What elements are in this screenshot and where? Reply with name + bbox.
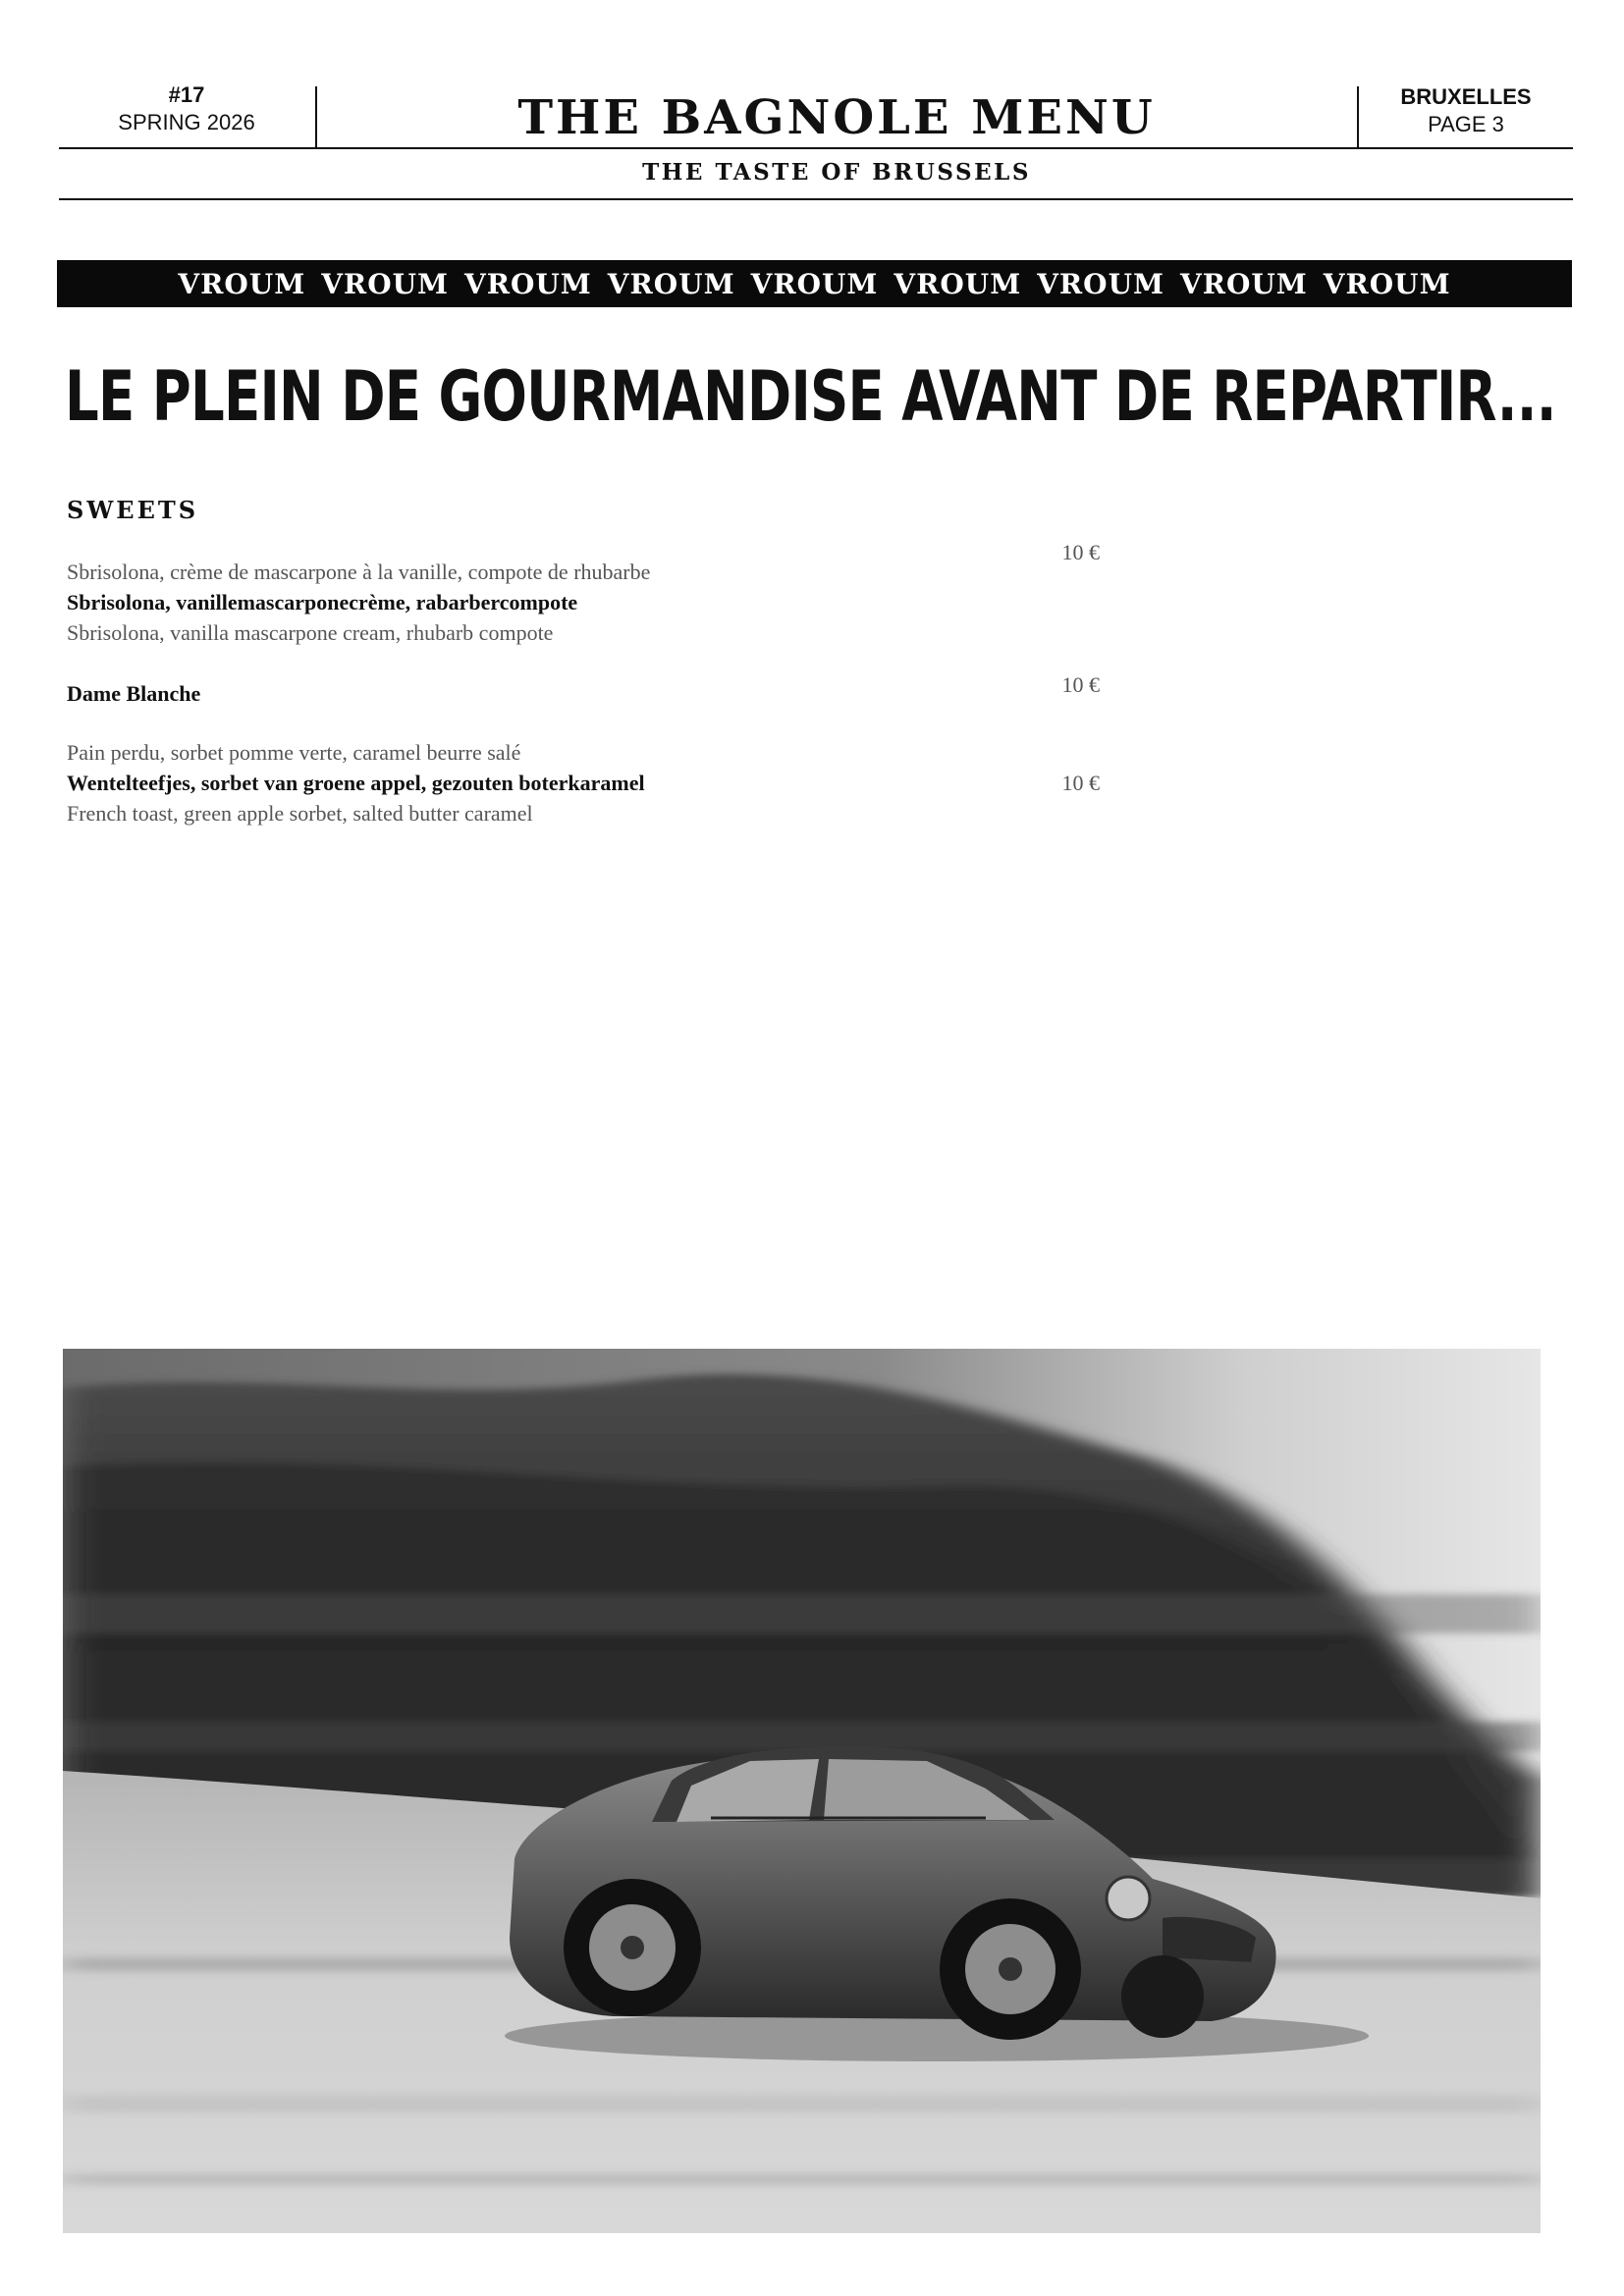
masthead-rule-top [59,147,1573,149]
menu-item-nl: Wentelteefjes, sorbet van groene appel, gezouten boterkaramel [67,771,645,795]
page-headline: LE PLEIN DE GOURMANDISE AVANT DE REPARTIR... [65,356,1556,437]
masthead-city: BRUXELLES [1400,84,1532,109]
menu-item-price: 10 € [1061,771,1100,795]
banner-word: VROUM [750,267,879,300]
banner-word: VROUM [1323,267,1451,300]
masthead-title: THE BAGNOLE MENU [517,90,1156,145]
menu-item-price: 10 € [1061,540,1100,564]
banner-word: VROUM [893,267,1022,300]
banner-word: VROUM [1037,267,1164,300]
issue-number: #17 [168,82,205,107]
menu-item-price: 10 € [1061,672,1100,697]
banner-word: VROUM [464,267,592,300]
banner-word: VROUM [321,267,449,300]
menu-item-nl: Sbrisolona, vanillemascarponecrème, rabarbercompote [67,590,578,614]
banner-word: VROUM [178,267,306,300]
page-number: PAGE 3 [1428,112,1504,136]
vroum-banner [57,260,1572,307]
masthead-tagline: THE TASTE OF BRUSSELS [642,159,1031,186]
masthead-divider-right [1357,86,1359,147]
vintage-race-car-photo [63,1349,1541,2233]
masthead-rule-bottom [59,198,1573,200]
menu-item-fr: Pain perdu, sorbet pomme verte, caramel beurre salé [67,740,521,765]
banner-word: VROUM [607,267,735,300]
menu-item-en: French toast, green apple sorbet, salted butter caramel [67,801,533,826]
menu-item-en: Sbrisolona, vanilla mascarpone cream, rhubarb compote [67,620,554,645]
menu-item-fr: Sbrisolona, crème de mascarpone à la vanille, compote de rhubarbe [67,560,651,584]
car-photo-drawing [63,1349,1541,2233]
issue-season: SPRING 2026 [118,110,255,134]
section-title: SWEETS [67,496,199,524]
menu-item-name: Dame Blanche [67,681,201,706]
banner-word: VROUM [1179,267,1308,300]
